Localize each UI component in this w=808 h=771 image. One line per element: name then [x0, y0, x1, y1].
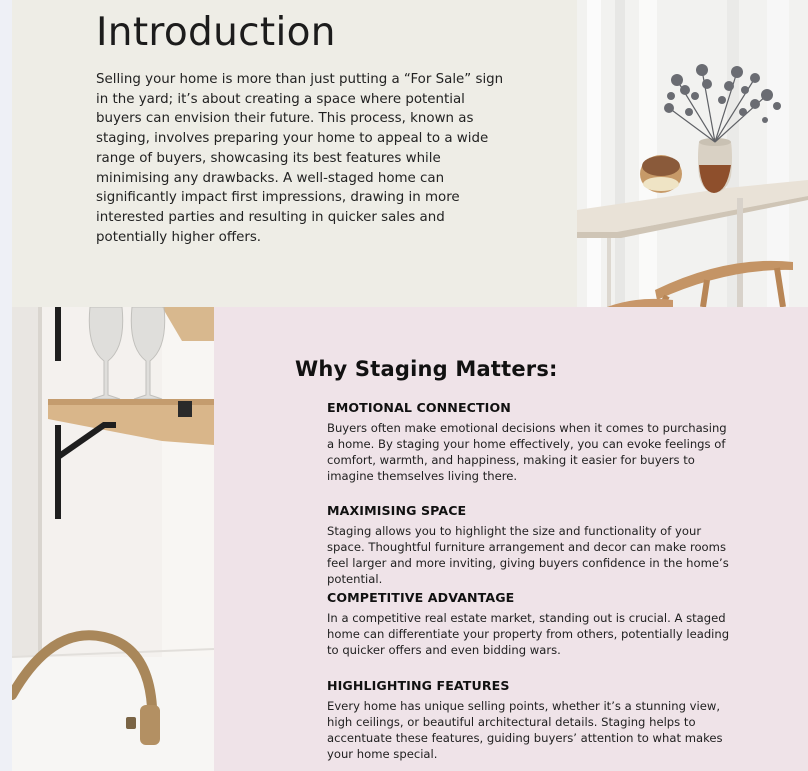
staged-table-illustration	[577, 0, 808, 307]
why-staging-title: Why Staging Matters:	[295, 357, 558, 381]
intro-panel	[12, 0, 577, 307]
intro-title: Introduction	[96, 10, 336, 55]
document-page	[12, 0, 808, 771]
section-body: In a competitive real estate market, standing out is crucial. A staged home can differentiate your property from others, potentially leading to quicker offers and even bidding wars.	[327, 611, 730, 657]
section-heading: HIGHLIGHTING FEATURES	[327, 678, 510, 693]
why-staging-panel	[214, 307, 808, 771]
section-emotional-connection	[327, 400, 737, 484]
section-body: Every home has unique selling points, whether it’s a stunning view, high ceilings, or beautiful architectural details. Staging helps to accentuate these features, guiding buyers’ attention to what makes your home special.	[327, 699, 723, 761]
section-highlighting-features	[327, 678, 737, 762]
shelf-faucet-illustration	[12, 307, 214, 771]
section-maximising-space	[327, 503, 737, 587]
shelf-faucet-photo	[12, 307, 214, 771]
section-heading: EMOTIONAL CONNECTION	[327, 400, 511, 415]
section-competitive-advantage	[327, 590, 737, 658]
section-heading: COMPETITIVE ADVANTAGE	[327, 590, 515, 605]
section-heading: MAXIMISING SPACE	[327, 503, 467, 518]
section-body: Staging allows you to highlight the size and functionality of your space. Thoughtful furniture arrangement and decor can make rooms feel larger and more inviting, giving buyers confidence in the home’s potential.	[327, 524, 729, 586]
staged-table-photo	[577, 0, 808, 307]
section-body: Buyers often make emotional decisions when it comes to purchasing a home. By staging your home effectively, you can evoke feelings of comfort, warmth, and happiness, making it easier for buyers to imagine themselves living there.	[327, 421, 727, 483]
intro-paragraph: Selling your home is more than just putting a “For Sale” sign in the yard; it’s about creating a space where potential buyers can envision their future. This process, known as staging, involves preparing your home to appeal to a wide range of buyers, showcasing its best features while minimising any drawbacks. A well-staged home can significantly impact first impressions, drawing in more interested parties and resulting in quicker sales and potentially higher offers.	[96, 72, 504, 245]
